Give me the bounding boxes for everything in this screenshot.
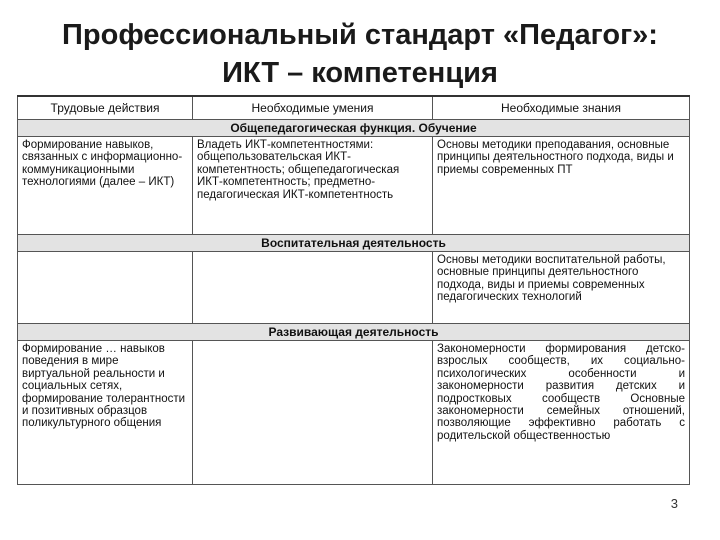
section-row-teaching [18, 120, 690, 137]
section-row-development [18, 324, 690, 341]
knowledge-cell: Основы методики воспитательной работы, основные принципы деятельностного подхода, виды и приемы современных педагогических технологий [433, 252, 690, 324]
table-row [18, 252, 690, 324]
slide-number: 3 [670, 496, 678, 511]
knowledge-cell: Закономерности формирования детско-взрослых сообществ, их социально-психологических особенности и закономерности развития детских и подростковых сообществ Основные закономерности семейных отношений, позволяющие эффективно работать с родительской общественностью [433, 341, 690, 485]
actions-cell [18, 252, 193, 324]
table-row [18, 341, 690, 485]
skills-cell: Владеть ИКТ-компетентностями: общепользовательская ИКТ-компетентность; общепедагогическая ИКТ-компетентность; предметно-педагогическая ИКТ-компетентность [193, 137, 433, 235]
table-header-row [18, 96, 690, 120]
actions-cell: Формирование … навыков поведения в мире виртуальной реальности и социальных сетях, формирование толерантности и позитивных образцов поликультурного общения [18, 341, 193, 485]
header-knowledge: Необходимые знания [433, 96, 690, 120]
slide-title-line2: ИКТ – компетенция [222, 57, 498, 89]
slide-title-line1: Профессиональный стандарт «Педагог»: [62, 19, 658, 51]
table-row [18, 137, 690, 235]
section-title: Воспитательная деятельность [18, 235, 690, 252]
section-title: Развивающая деятельность [18, 324, 690, 341]
skills-cell [193, 341, 433, 485]
actions-cell: Формирование навыков, связанных с информационно-коммуникационными технологиями (далее – ИКТ) [18, 137, 193, 235]
competency-table [17, 95, 690, 485]
header-actions: Трудовые действия [18, 96, 193, 120]
section-title: Общепедагогическая функция. Обучение [18, 120, 690, 137]
skills-cell [193, 252, 433, 324]
header-skills: Необходимые умения [193, 96, 433, 120]
knowledge-cell: Основы методики преподавания, основные принципы деятельностного подхода, виды и приемы современных ПТ [433, 137, 690, 235]
section-row-upbringing [18, 235, 690, 252]
